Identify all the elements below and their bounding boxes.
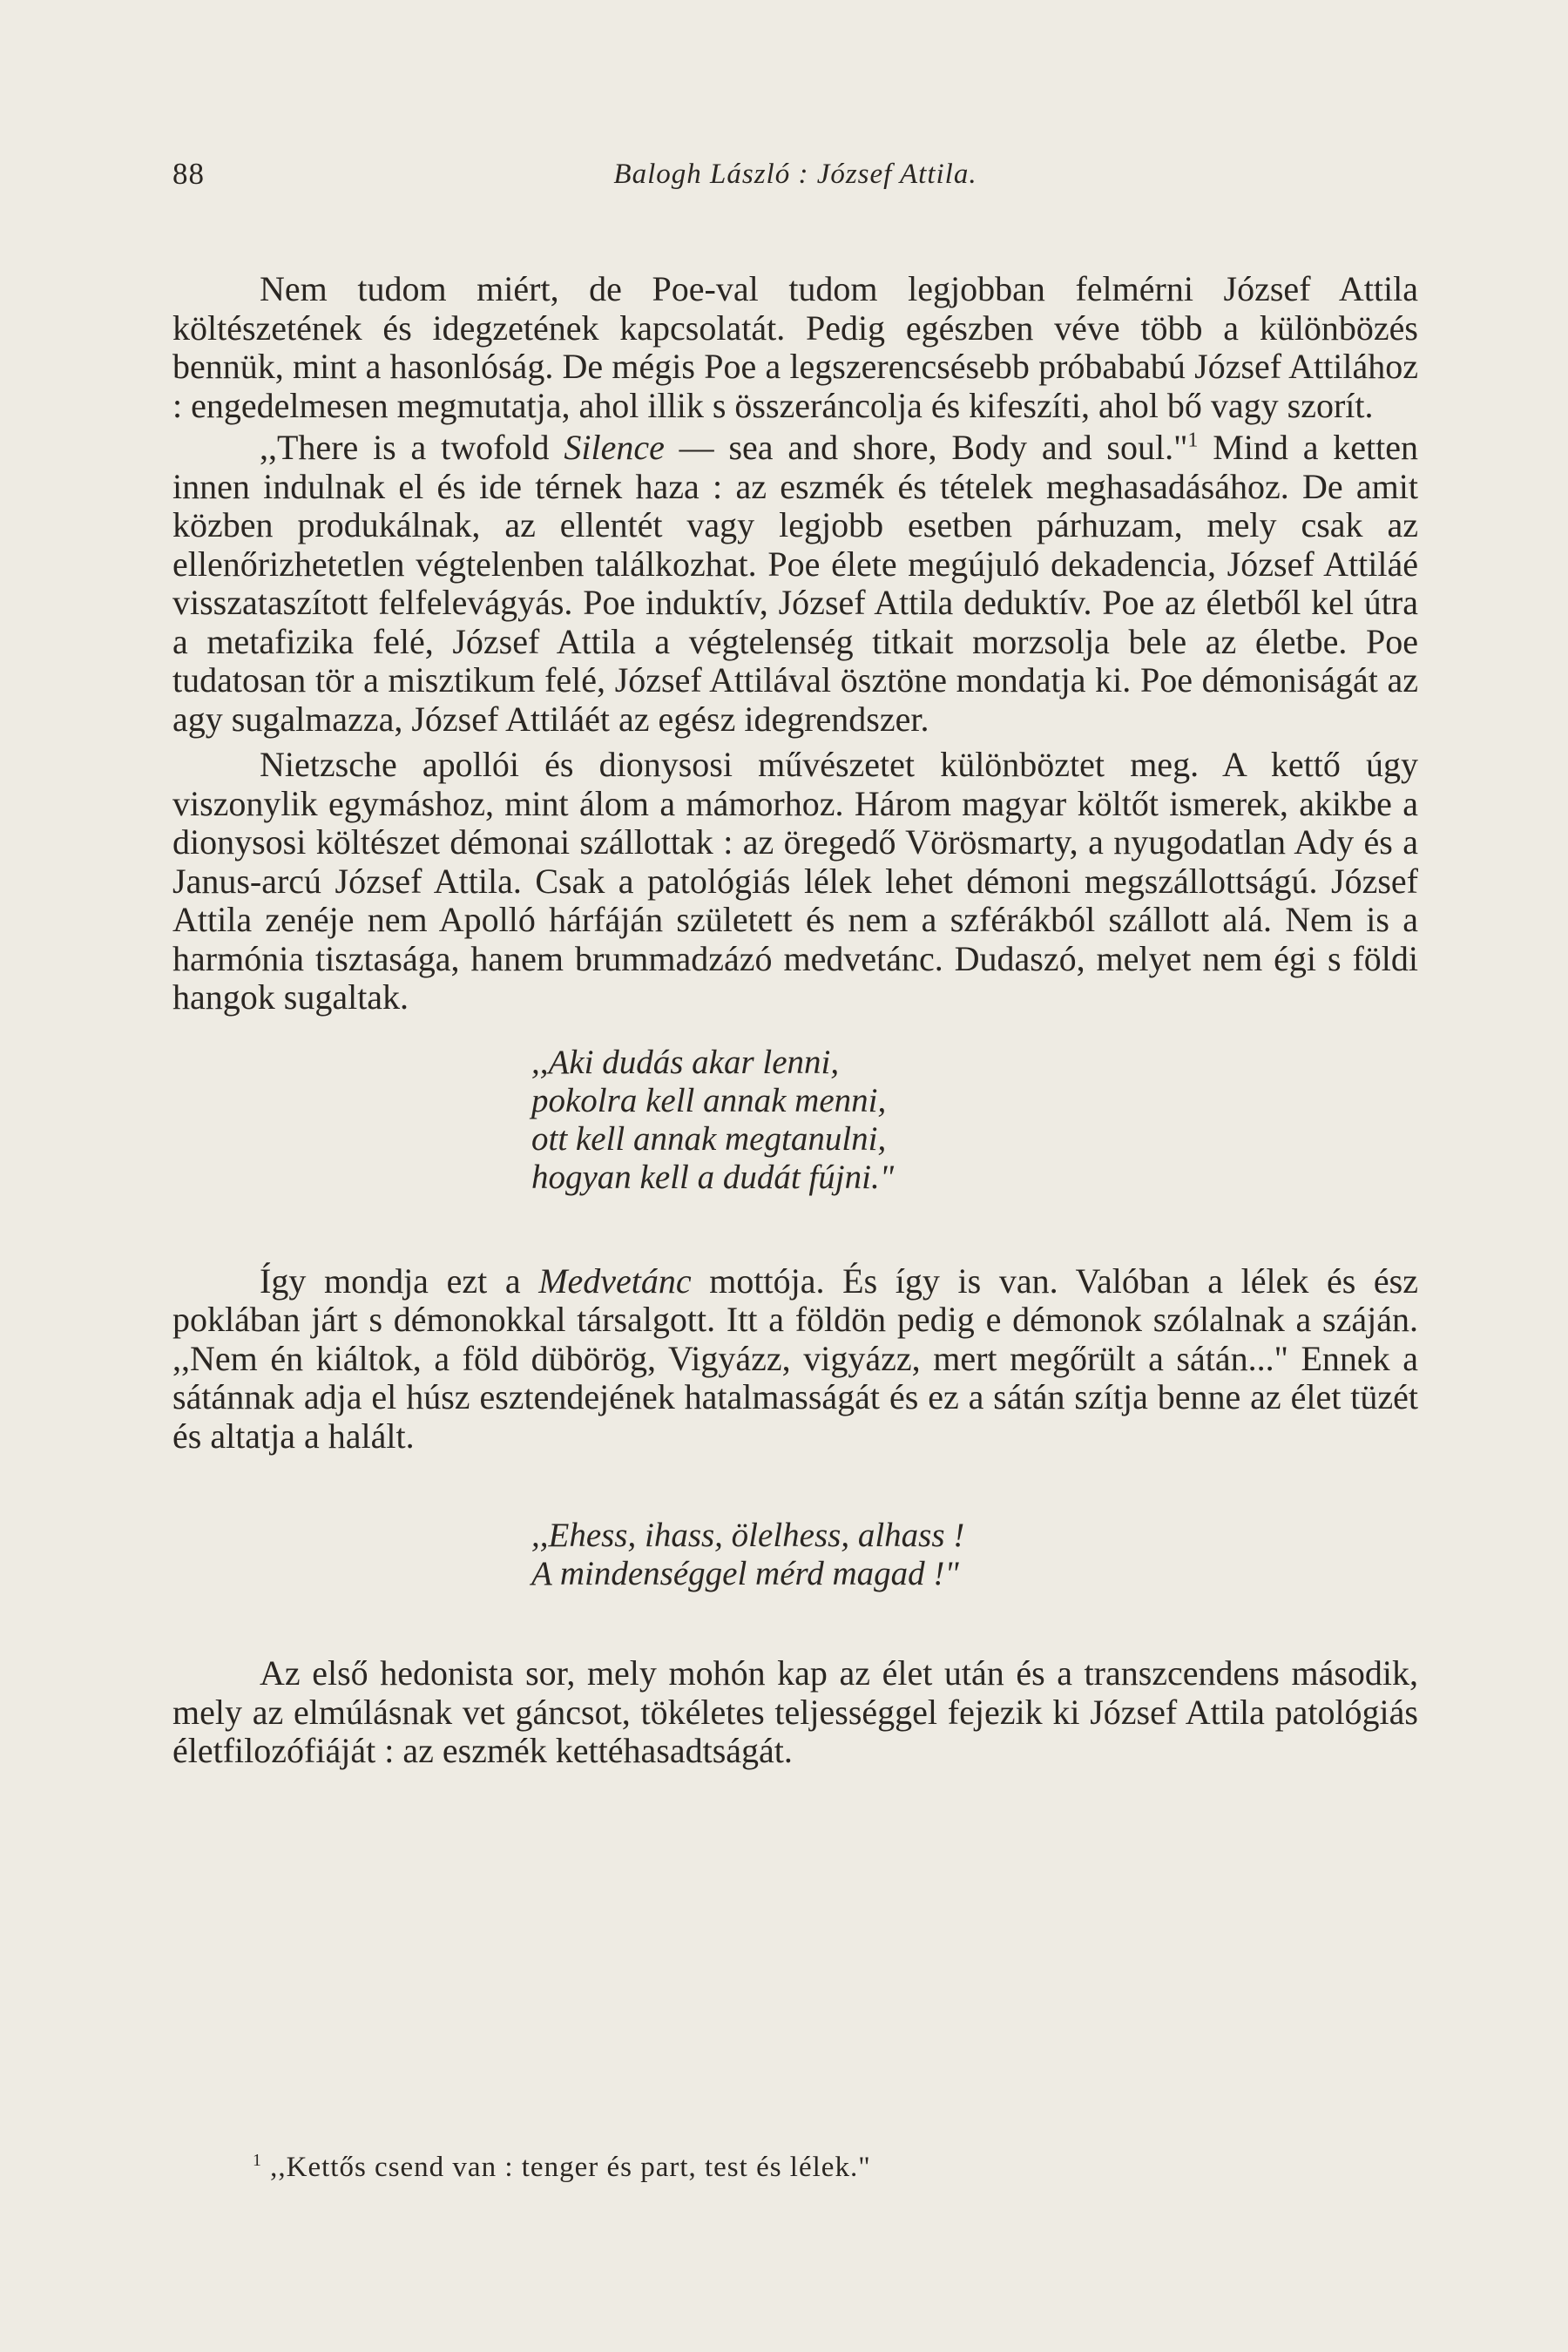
poem-line: A mindenséggel mérd magad !" <box>531 1555 959 1592</box>
running-head <box>172 157 1418 209</box>
quote-closing: — sea and shore, Body and soul." <box>664 428 1188 467</box>
poem-quote-duda <box>531 1044 1418 1197</box>
paragraph-4-opening: Így mondja ezt a <box>260 1260 539 1301</box>
poem-line: ,,Ehess, ihass, ölelhess, alhass ! <box>531 1517 965 1554</box>
poem-line: ott kell annak megtanulni, <box>531 1119 887 1158</box>
footnote <box>253 2152 871 2184</box>
paragraph-1-text: Nem tudom miért, de Poe-val tudom legjobban felmérni József Attila költészetének és idegzetének kapcsolatát. Pedig egészben véve több a különbözés bennük, mint a hasonlóság. De mégis Poe a legszerencsésebb próbababú József Attilához : engedelmesen megmutatja, ahol illik s összeráncolja és kifeszíti, ahol bő vagy szorít. <box>172 269 1418 425</box>
spacer <box>172 1197 1418 1262</box>
paragraph-4 <box>172 1262 1418 1456</box>
footnote-text: ,,Kettős csend van : tenger és part, test és lélek." <box>270 2152 871 2183</box>
footnote-marker: 1 <box>253 2151 262 2170</box>
spacer <box>172 1593 1418 1654</box>
paragraph-1 <box>172 270 1418 425</box>
paragraph-2 <box>172 429 1418 739</box>
poem-line: hogyan kell a dudát fújni." <box>531 1158 895 1196</box>
quote-italic-silence: Silence <box>564 428 665 467</box>
footnote-reference: 1 <box>1187 429 1199 452</box>
italic-medvetanc: Medvetánc <box>538 1260 692 1301</box>
page-number: 88 <box>172 157 205 191</box>
paragraph-2-text: Mind a ketten innen indulnak el és ide térnek haza : az eszmék és tételek meghasadásához. De amit közben produkálnak, az ellentét vagy legjobb esetben párhuzam, mely csak az ellenőrizhetetlen végtelenben találkozhat. Poe élete megújuló dekadencia, József Attiláé visszataszított felfelevágyás. Poe induktív, József Attila deduktív. Poe az életből kel útra a metafizika felé, József Attila a végtelenség titkait morzsolja bele az életbe. Poe tudatosan tör a misztikum felé, József Attilával ösztöne mondatja ki. Poe démoniságát az agy sugalmazza, József Attiláét az egész idegrendszer. <box>172 428 1418 739</box>
paragraph-3-text: Nietzsche apollói és dionysosi művészetet különböztet meg. A kettő úgy viszonylik egymáshoz, mint álom a mámorhoz. Három magyar költőt ismerek, akikbe a dionysosi költészet démonai szállottak : az öregedő Vörösmarty, a nyugodatlan Ady és a Janus-arcú József Attila. Csak a patológiás lélek lehet démoni megszállottságú. József Attila zenéje nem Apolló hárfáján született és nem a szférákból szállott alá. Nem is a harmónia tisztasága, hanem brummadzázó medvetánc. Dudaszó, melyet nem égi s földi hangok sugaltak. <box>172 745 1418 1017</box>
poem-line: ,,Aki dudás akar lenni, <box>531 1043 840 1081</box>
running-title: Balogh László : József Attila. <box>613 159 977 190</box>
paragraph-5-text: Az első hedonista sor, mely mohón kap az élet után és a transzcendens második, mely az elmúlásnak vet gáncsot, tökéletes teljességgel fejezik ki József Attila patológiás életfilozófiáját : az eszmék kettéhasadtságát. <box>172 1653 1418 1770</box>
poem-line: pokolra kell annak menni, <box>531 1081 887 1119</box>
paragraph-3 <box>172 746 1418 1017</box>
spacer <box>172 1456 1418 1517</box>
paragraph-4-text: mottója. És így is van. Valóban a lélek és ész poklában járt s démonokkal társalgott. Itt a földön pedig e démonok szólalnak a száján. ,,Nem én kiáltok, a föld dübörög, Vigyázz, vigyázz, mert megőrült a sátán..." Ennek a sátánnak adja el húsz esztendejének hatalmasságát és ez a sátán szítja benne az élet tüzét és altatja a halált. <box>172 1260 1418 1456</box>
quote-opening: ,,There is a twofold <box>260 428 564 467</box>
paragraph-5 <box>172 1654 1418 1771</box>
body-text <box>172 270 1418 1771</box>
poem-quote-ehess <box>531 1517 1418 1593</box>
